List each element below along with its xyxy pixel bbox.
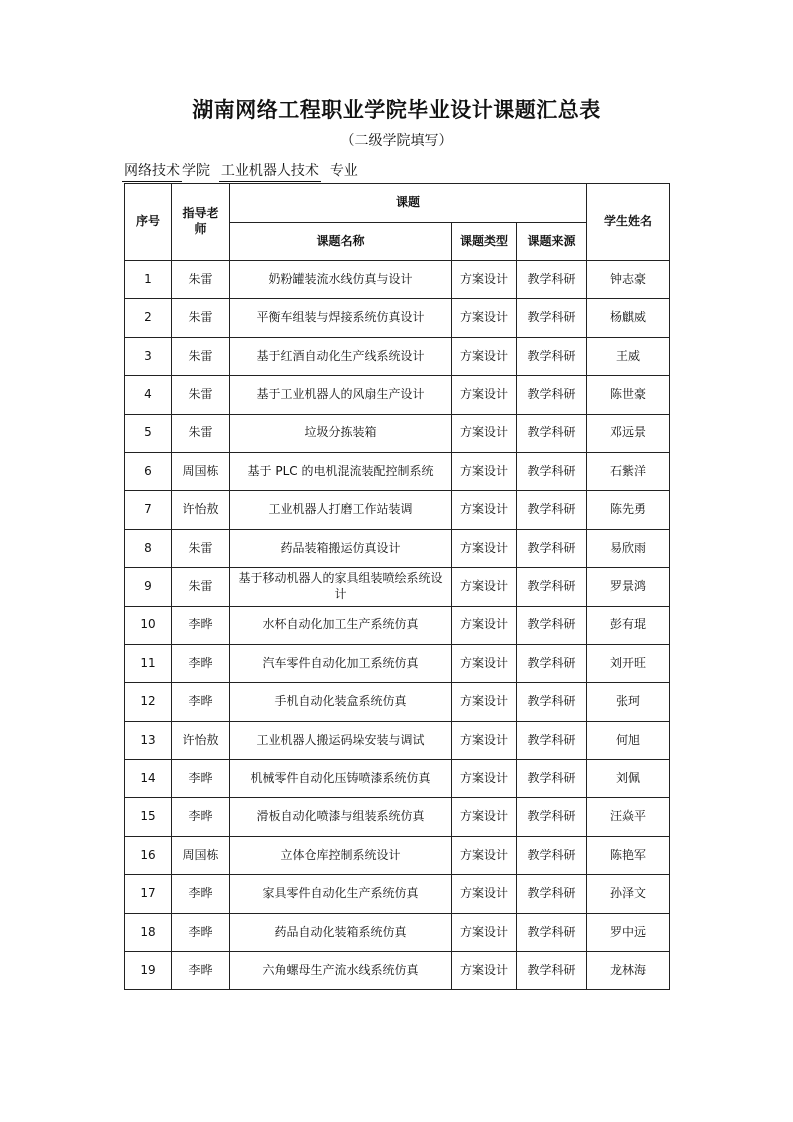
cell-topic-type: 方案设计 — [452, 337, 517, 375]
cell-topic-source: 教学科研 — [517, 414, 587, 452]
cell-topic-source: 教学科研 — [517, 760, 587, 798]
cell-student: 邓远景 — [587, 414, 670, 452]
cell-topic-source: 教学科研 — [517, 683, 587, 721]
college-name: 网络技术 — [122, 160, 182, 182]
cell-advisor: 李晔 — [172, 875, 230, 913]
cell-topic-source: 教学科研 — [517, 299, 587, 337]
cell-advisor: 朱雷 — [172, 299, 230, 337]
cell-topic-type: 方案设计 — [452, 760, 517, 798]
cell-topic-type: 方案设计 — [452, 529, 517, 567]
cell-index: 7 — [125, 491, 172, 529]
cell-topic-name: 汽车零件自动化加工系统仿真 — [230, 644, 452, 682]
cell-topic-source: 教学科研 — [517, 529, 587, 567]
cell-student: 汪焱平 — [587, 798, 670, 836]
table-row — [125, 606, 670, 644]
cell-topic-type: 方案设计 — [452, 798, 517, 836]
cell-advisor: 李晔 — [172, 644, 230, 682]
cell-topic-type: 方案设计 — [452, 644, 517, 682]
cell-topic-type: 方案设计 — [452, 875, 517, 913]
cell-topic-name: 水杯自动化加工生产系统仿真 — [230, 606, 452, 644]
cell-advisor: 李晔 — [172, 798, 230, 836]
cell-student: 杨麒威 — [587, 299, 670, 337]
cell-index: 19 — [125, 952, 172, 990]
table-row — [125, 491, 670, 529]
college-suffix: 学院 — [182, 163, 210, 179]
major-name: 工业机器人技术 — [219, 160, 321, 182]
cell-student: 罗中远 — [587, 913, 670, 951]
cell-topic-type: 方案设计 — [452, 721, 517, 759]
header-topic-type: 课题类型 — [452, 223, 517, 261]
page-subtitle: （二级学院填写） — [340, 133, 453, 149]
table-row — [125, 414, 670, 452]
cell-index: 14 — [125, 760, 172, 798]
cell-topic-name: 奶粉罐装流水线仿真与设计 — [230, 261, 452, 299]
cell-index: 12 — [125, 683, 172, 721]
table-row — [125, 299, 670, 337]
cell-topic-name: 基于红酒自动化生产线系统设计 — [230, 337, 452, 375]
cell-topic-type: 方案设计 — [452, 568, 517, 606]
table-row — [125, 760, 670, 798]
cell-topic-type: 方案设计 — [452, 452, 517, 490]
header-topic-group: 课题 — [230, 184, 587, 223]
cell-topic-type: 方案设计 — [452, 491, 517, 529]
table-row — [125, 529, 670, 567]
header-index: 序号 — [125, 184, 172, 261]
cell-topic-source: 教学科研 — [517, 261, 587, 299]
table-row — [125, 798, 670, 836]
cell-advisor: 周国栋 — [172, 452, 230, 490]
page-title: 湖南网络工程职业学院毕业设计课题汇总表 — [192, 97, 601, 122]
cell-topic-source: 教学科研 — [517, 376, 587, 414]
header-topic-name: 课题名称 — [230, 223, 452, 261]
cell-topic-source: 教学科研 — [517, 875, 587, 913]
cell-index: 2 — [125, 299, 172, 337]
cell-student: 刘佩 — [587, 760, 670, 798]
cell-topic-name: 手机自动化装盒系统仿真 — [230, 683, 452, 721]
cell-student: 易欣雨 — [587, 529, 670, 567]
cell-student: 刘开旺 — [587, 644, 670, 682]
cell-topic-name: 垃圾分拣装箱 — [230, 414, 452, 452]
cell-topic-type: 方案设计 — [452, 261, 517, 299]
cell-index: 5 — [125, 414, 172, 452]
cell-advisor: 李晔 — [172, 952, 230, 990]
cell-index: 9 — [125, 568, 172, 606]
cell-advisor: 朱雷 — [172, 261, 230, 299]
table-row — [125, 644, 670, 682]
cell-topic-type: 方案设计 — [452, 414, 517, 452]
cell-index: 10 — [125, 606, 172, 644]
cell-topic-name: 滑板自动化喷漆与组装系统仿真 — [230, 798, 452, 836]
cell-topic-source: 教学科研 — [517, 606, 587, 644]
cell-advisor: 李晔 — [172, 760, 230, 798]
cell-topic-type: 方案设计 — [452, 683, 517, 721]
cell-advisor: 朱雷 — [172, 568, 230, 606]
cell-index: 3 — [125, 337, 172, 375]
cell-index: 11 — [125, 644, 172, 682]
cell-topic-name: 药品装箱搬运仿真设计 — [230, 529, 452, 567]
table-row — [125, 261, 670, 299]
cell-advisor: 许怡敖 — [172, 721, 230, 759]
major-suffix: 专业 — [329, 163, 358, 179]
cell-topic-source: 教学科研 — [517, 721, 587, 759]
cell-topic-name: 立体仓库控制系统设计 — [230, 836, 452, 874]
cell-student: 罗景鸿 — [587, 568, 670, 606]
cell-topic-name: 家具零件自动化生产系统仿真 — [230, 875, 452, 913]
cell-topic-name: 基于工业机器人的风扇生产设计 — [230, 376, 452, 414]
cell-index: 6 — [125, 452, 172, 490]
cell-advisor: 朱雷 — [172, 376, 230, 414]
cell-topic-name: 六角螺母生产流水线系统仿真 — [230, 952, 452, 990]
cell-topic-source: 教学科研 — [517, 452, 587, 490]
cell-topic-name: 基于 PLC 的电机混流装配控制系统 — [230, 452, 452, 490]
cell-student: 彭有琨 — [587, 606, 670, 644]
cell-index: 1 — [125, 261, 172, 299]
cell-student: 陈先勇 — [587, 491, 670, 529]
table-row — [125, 836, 670, 874]
cell-topic-name: 平衡车组装与焊接系统仿真设计 — [230, 299, 452, 337]
cell-index: 18 — [125, 913, 172, 951]
cell-advisor: 朱雷 — [172, 414, 230, 452]
cell-topic-type: 方案设计 — [452, 376, 517, 414]
department-line — [122, 160, 358, 182]
cell-topic-source: 教学科研 — [517, 337, 587, 375]
cell-student: 龙林海 — [587, 952, 670, 990]
cell-advisor: 周国栋 — [172, 836, 230, 874]
cell-topic-source: 教学科研 — [517, 952, 587, 990]
cell-topic-source: 教学科研 — [517, 836, 587, 874]
cell-topic-source: 教学科研 — [517, 644, 587, 682]
cell-index: 8 — [125, 529, 172, 567]
cell-index: 13 — [125, 721, 172, 759]
cell-topic-source: 教学科研 — [517, 798, 587, 836]
cell-index: 16 — [125, 836, 172, 874]
table-row — [125, 337, 670, 375]
cell-topic-name: 基于移动机器人的家具组装喷绘系统设计 — [230, 568, 452, 606]
cell-student: 陈艳军 — [587, 836, 670, 874]
cell-topic-name: 药品自动化装箱系统仿真 — [230, 913, 452, 951]
cell-topic-source: 教学科研 — [517, 491, 587, 529]
cell-index: 17 — [125, 875, 172, 913]
table-row — [125, 376, 670, 414]
cell-student: 张珂 — [587, 683, 670, 721]
cell-index: 15 — [125, 798, 172, 836]
cell-topic-name: 机械零件自动化压铸喷漆系统仿真 — [230, 760, 452, 798]
cell-advisor: 李晔 — [172, 683, 230, 721]
cell-student: 钟志豪 — [587, 261, 670, 299]
cell-advisor: 李晔 — [172, 913, 230, 951]
cell-topic-type: 方案设计 — [452, 299, 517, 337]
cell-student: 王威 — [587, 337, 670, 375]
cell-student: 陈世豪 — [587, 376, 670, 414]
header-advisor: 指导老师 — [172, 184, 230, 261]
cell-topic-type: 方案设计 — [452, 952, 517, 990]
table-row — [125, 683, 670, 721]
cell-index: 4 — [125, 376, 172, 414]
cell-topic-type: 方案设计 — [452, 836, 517, 874]
header-topic-source: 课题来源 — [517, 223, 587, 261]
cell-advisor: 李晔 — [172, 606, 230, 644]
cell-topic-source: 教学科研 — [517, 913, 587, 951]
table-row — [125, 952, 670, 990]
cell-topic-source: 教学科研 — [517, 568, 587, 606]
cell-topic-type: 方案设计 — [452, 913, 517, 951]
cell-student: 石紫洋 — [587, 452, 670, 490]
cell-advisor: 朱雷 — [172, 337, 230, 375]
table-row — [125, 875, 670, 913]
cell-topic-name: 工业机器人搬运码垛安装与调试 — [230, 721, 452, 759]
table-row — [125, 452, 670, 490]
cell-advisor: 许怡敖 — [172, 491, 230, 529]
topic-summary-table — [124, 183, 670, 990]
cell-student: 何旭 — [587, 721, 670, 759]
cell-topic-type: 方案设计 — [452, 606, 517, 644]
cell-student: 孙泽文 — [587, 875, 670, 913]
cell-topic-name: 工业机器人打磨工作站装调 — [230, 491, 452, 529]
header-student: 学生姓名 — [587, 184, 670, 261]
cell-advisor: 朱雷 — [172, 529, 230, 567]
table-row — [125, 721, 670, 759]
table-row — [125, 913, 670, 951]
table-row — [125, 568, 670, 606]
